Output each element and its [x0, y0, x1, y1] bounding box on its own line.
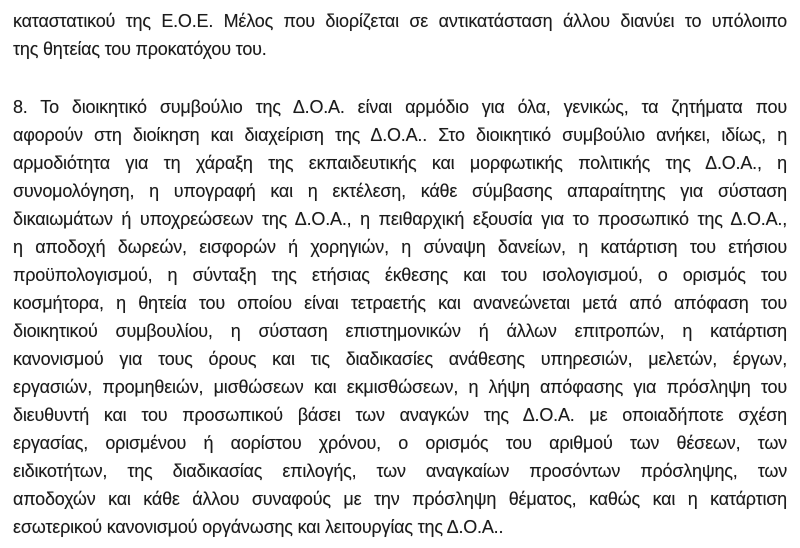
text-line: αφορούν στη διοίκηση και διαχείριση της Δ.Ο.Α.. Στο διοικητικό συμβούλιο ανήκει, ιδίως, η — [13, 125, 787, 145]
text-line: εργασίας, ορισμένου ή αορίστου χρόνου, ο ορισμός του αριθμού των θέσεων, των — [13, 433, 787, 453]
text-line: 8. Το διοικητικό συμβούλιο της Δ.Ο.Α. είναι αρμόδιο για όλα, γενικώς, τα ζητήματα που — [13, 97, 787, 117]
text-line: κοσμήτορα, η θητεία του οποίου είναι τετραετής και ανανεώνεται μετά από απόφαση του — [13, 293, 787, 313]
text-line: διοικητικού συμβουλίου, η σύσταση επιστημονικών ή άλλων επιτροπών, η κατάρτιση — [13, 321, 787, 341]
text-line: συνομολόγηση, η υπογραφή και η εκτέλεση, κάθε σύμβασης απαραίτητης για σύσταση — [13, 181, 787, 201]
paragraph — [13, 93, 787, 541]
text-line: εργασιών, προμηθειών, μισθώσεων και εκμισθώσεων, η λήψη απόφασης για πρόσληψη του — [13, 377, 787, 397]
text-line: αρμοδιότητα για τη χάραξη της εκπαιδευτικής και μορφωτικής πολιτικής της Δ.Ο.Α., η — [13, 153, 787, 173]
text-line: ειδικοτήτων, της διαδικασίας επιλογής, των αναγκαίων προσόντων πρόσληψης, των — [13, 461, 787, 481]
text-line: η αποδοχή δωρεών, εισφορών ή χορηγιών, η σύναψη δανείων, η κατάρτιση του ετήσιου — [13, 237, 787, 257]
text-line: εσωτερικού κανονισμού οργάνωσης και λειτουργίας της Δ.Ο.Α.. — [13, 517, 504, 537]
paragraph — [13, 7, 787, 63]
text-line: δικαιωμάτων ή υποχρεώσεων της Δ.Ο.Α., η πειθαρχική εξουσία για το προσωπικό της Δ.Ο.Α., — [13, 209, 787, 229]
text-line: αποδοχών και κάθε άλλου συναφούς με την πρόσληψη θέματος, καθώς και η κατάρτιση — [13, 489, 787, 509]
text-line: καταστατικού της Ε.Ο.Ε. Μέλος που διορίζεται σε αντικατάσταση άλλου διανύει το υπόλοιπο — [13, 11, 787, 31]
text-line: κανονισμού για τους όρους και τις διαδικασίες ανάθεσης υπηρεσιών, μελετών, έργων, — [13, 349, 787, 369]
text-line: διευθυντή και του προσωπικού βάσει των αναγκών της Δ.Ο.Α. με οποιαδήποτε σχέση — [13, 405, 787, 425]
text-line: προϋπολογισμού, η σύνταξη της ετήσιας έκθεσης και του ισολογισμού, ο ορισμός του — [13, 265, 787, 285]
text-line: της θητείας του προκατόχου του. — [13, 39, 267, 59]
